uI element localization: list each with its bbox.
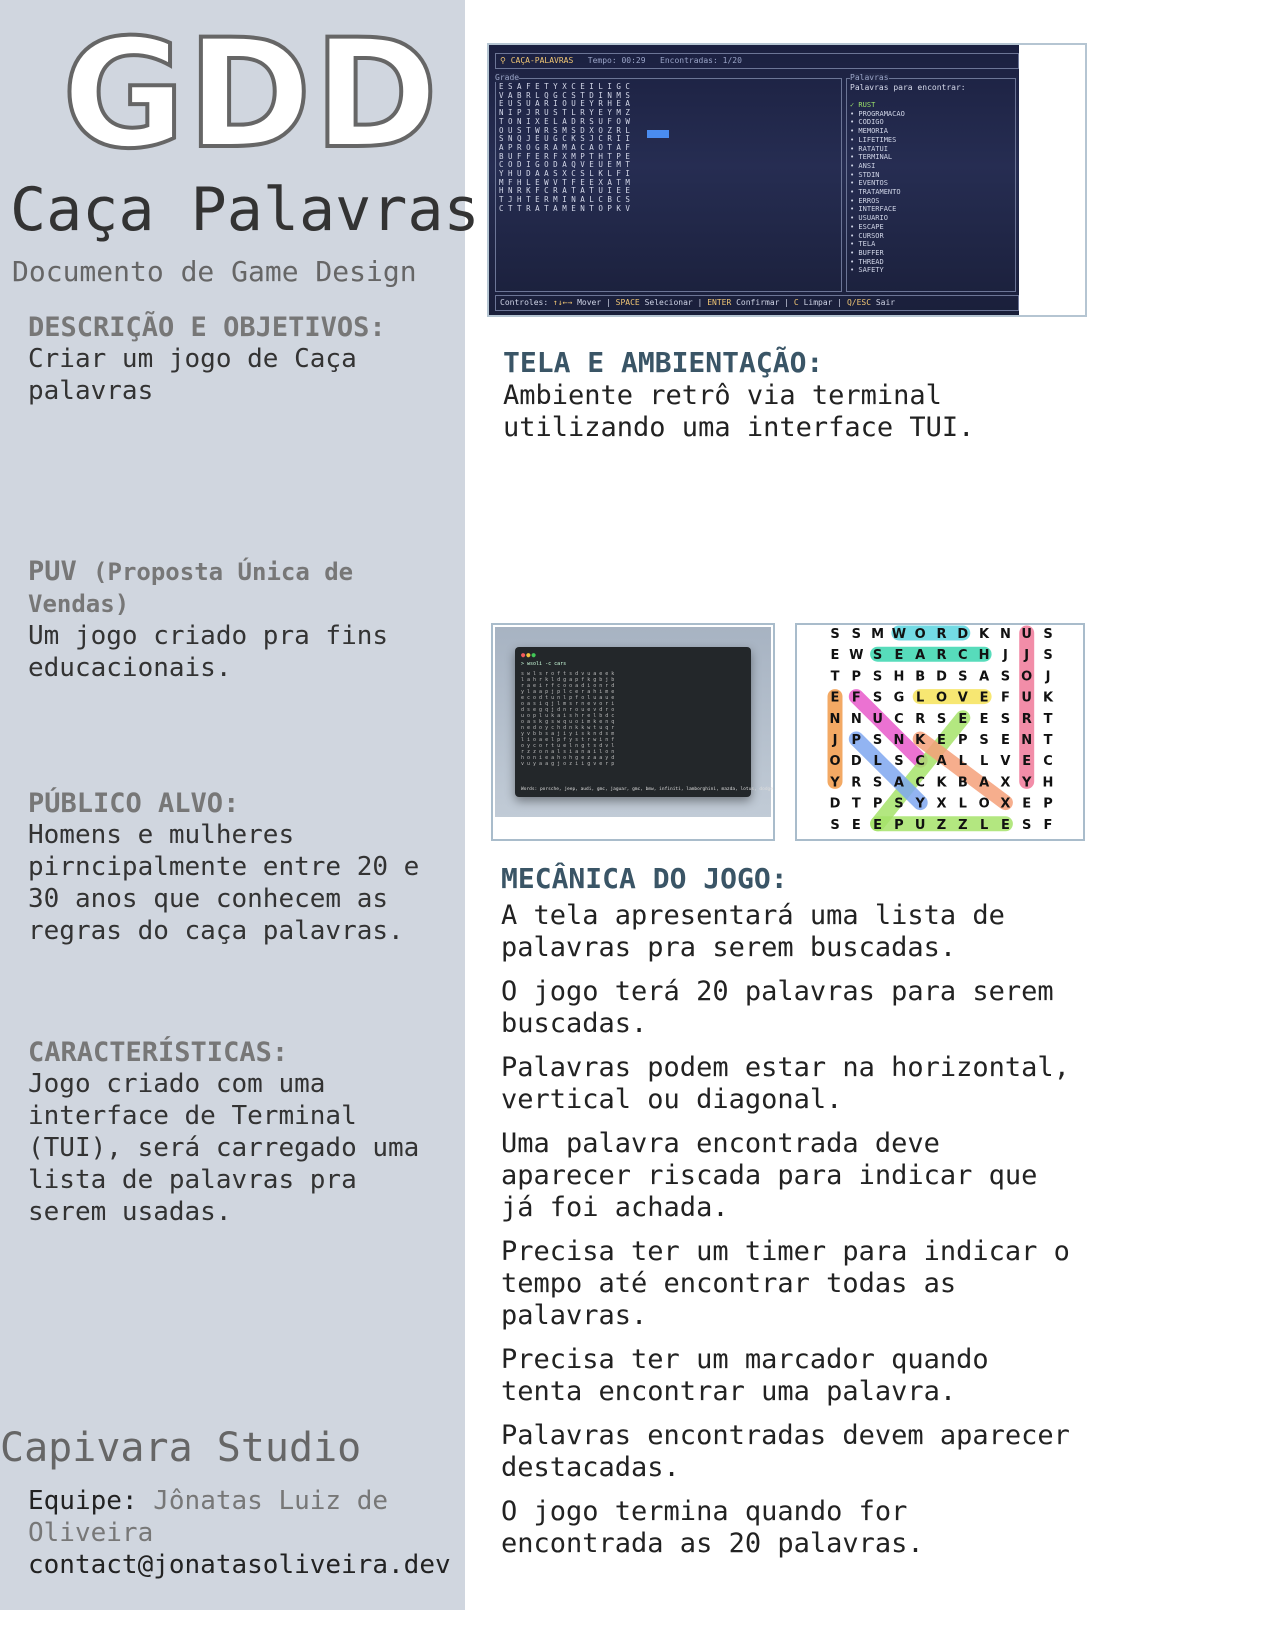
tui-word-item: • THREAD (850, 257, 884, 266)
tui-grid-row: H N R K F C R A T A T U I E E (499, 186, 630, 196)
puzzle-letter: C (958, 648, 968, 664)
puzzle-letter: S (894, 754, 904, 770)
puzzle-letter: F (851, 690, 861, 706)
mechanics-list (501, 900, 1081, 1572)
terminal-screenshot (491, 623, 775, 841)
terminal-grid-row: o y c o r t u e l n g t s d v l (521, 743, 615, 749)
puzzle-letter: R (936, 627, 947, 642)
ctrl-action: Mover (577, 298, 602, 307)
puzzle-letter: R (936, 648, 947, 664)
puzzle-letter: L (873, 754, 882, 770)
terminal-words-line: Words: porsche, jeep, audi, gmc, jaguar, gmc, bmw, infiniti, lamborghini, mazda, lotus, dodge (521, 787, 773, 792)
found-word-highlight (920, 739, 1005, 803)
puzzle-letter: X (936, 796, 947, 812)
puzzle-letter: U (872, 711, 883, 727)
tui-grid-row: T O N I X E L A D R S U F O W (499, 116, 630, 126)
puzzle-letter: Z (958, 817, 968, 833)
mechanics-item: O jogo termina quando for encontrada as 20 palavras. (501, 1496, 924, 1559)
tui-app-name: CAÇA-PALAVRAS (510, 56, 574, 65)
puzzle-letter: N (1021, 733, 1033, 748)
team-info (28, 1485, 451, 1581)
terminal-grid-row: r z z o n a l s i a n a i l o n (521, 749, 615, 755)
puzzle-letter: S (1022, 817, 1032, 833)
puv-note: (Proposta Única de Vendas) (28, 558, 354, 618)
tui-word-item: • ERROS (850, 196, 880, 205)
section-text: Criar um jogo de Caça palavras (28, 344, 357, 406)
tui-word-item: • ANSI (850, 161, 876, 170)
mechanics-item: Uma palavra encontrada deve aparecer riscada para indicar que já foi achada. (501, 1128, 1038, 1223)
tui-terminal (489, 45, 1019, 315)
puzzle-letter: C (915, 754, 925, 770)
ctrl-action: Limpar (803, 298, 833, 307)
puzzle-letter: S (872, 775, 883, 791)
tui-word-item: • RATATUI (850, 144, 888, 153)
tui-status-bar (495, 53, 1019, 69)
mechanics-title: MECÂNICA DO JOGO: (501, 862, 788, 895)
puzzle-letter: L (979, 817, 989, 833)
puzzle-letter: P (894, 817, 904, 833)
terminal-grid-row: l a h r k l d g a p f k g b j b (521, 677, 615, 683)
puzzle-letter: O (935, 690, 948, 706)
puzzle-letter: G (893, 690, 905, 706)
puzzle-letter: Z (936, 817, 947, 833)
tui-word-item: • MEMORIA (850, 127, 888, 136)
puzzle-letter: Y (830, 775, 840, 791)
section-text: Homens e mulheres pirncipalmente entre 20 e 30 anos que conhecem as regras do caça palavras. (28, 820, 420, 946)
puzzle-letter: C (915, 775, 925, 791)
puzzle-letter: A (915, 648, 926, 664)
puzzle-letter: S (851, 627, 861, 642)
puzzle-letter: E (830, 690, 840, 706)
puzzle-letter: U (914, 817, 926, 833)
ctrl-key: SPACE (615, 298, 640, 307)
puzzle-letter: C (1043, 754, 1053, 770)
ctrl-action: Sair (875, 298, 896, 307)
terminal-grid-row: s w l s r o f t s d v u a e e k (521, 671, 615, 677)
puzzle-letter: M (871, 627, 885, 642)
section-puv (28, 556, 428, 684)
tui-word-item: • PROGRAMACAO (850, 109, 905, 118)
tui-grid-row: B U F F E R F X M P T H T P E (499, 151, 630, 161)
tui-controls-bar: Controles: ↑↓←→ Mover | SPACE Selecionar | ENTER Confirmar | C Limpar | Q/ESC Sair (495, 295, 1019, 311)
puzzle-letter: F (1043, 817, 1053, 833)
section-text: Um jogo criado pra fins educacionais. (28, 621, 389, 683)
puzzle-letter: S (830, 627, 840, 642)
tui-grid-label: Grade (495, 73, 520, 82)
puzzle-letter: E (873, 817, 883, 833)
section-text: Jogo criado com uma interface de Terminal (TUI), será carregado uma lista de palavras pra serem usadas. (28, 1069, 420, 1227)
puzzle-letter: T (830, 669, 840, 685)
puzzle-letter: V (957, 690, 968, 706)
screen-title: TELA E AMBIENTAÇÃO: (503, 346, 824, 379)
puzzle-letter: O (1021, 669, 1033, 685)
tui-word-item: • STDIN (850, 170, 880, 179)
tui-word-item: • EVENTOS (850, 179, 888, 188)
mechanics-item: Precisa ter um timer para indicar o tempo até encontrar todas as palavras. (501, 1236, 1070, 1331)
mechanics-item: A tela apresentará uma lista de palavras pra serem buscadas. (501, 900, 1005, 963)
puzzle-letter: V (1000, 754, 1011, 770)
wordsearch-screenshot (795, 623, 1085, 841)
puzzle-letter: S (894, 796, 904, 812)
tui-grid-row: C T T R A T A M E N T O P K V (499, 203, 630, 213)
tui-word-item: • INTERFACE (850, 205, 897, 214)
page-subtitle: Documento de Game Design (12, 255, 417, 288)
tui-word-item: • TELA (850, 240, 876, 249)
puzzle-letter: E (1000, 733, 1010, 748)
terminal-grid-row: h o n i e a h o h g e z a a y d (521, 755, 615, 761)
puzzle-letter: U (1021, 690, 1032, 706)
tui-word-item: • CURSOR (850, 231, 884, 240)
puzzle-letter: S (936, 711, 947, 727)
puzzle-letter: F (1000, 690, 1010, 706)
tui-grid-row: A P R O G R A M A C A O T A F (499, 142, 630, 152)
tui-word-item: • LIFETIMES (850, 135, 897, 144)
tui-timer: Tempo: 00:29 (587, 56, 646, 65)
team-name: Jônatas Luiz de Oliveira (28, 1486, 389, 1548)
puzzle-letter: R (915, 711, 926, 727)
ctrl-action: Confirmar (736, 298, 780, 307)
tui-word-item: • ESCAPE (850, 222, 884, 231)
tui-screenshot (487, 43, 1087, 317)
tui-list-label: Palavras (850, 73, 889, 82)
terminal-letter-grid (521, 671, 614, 767)
puzzle-letter: T (1043, 733, 1053, 748)
terminal-grid-row: r a e i r f c o o a d i o n r d (521, 683, 615, 689)
search-icon: ⚲ (500, 56, 506, 65)
puzzle-letter: H (978, 648, 990, 664)
puzzle-letter: K (915, 733, 926, 748)
puzzle-letter: E (1022, 754, 1032, 770)
puzzle-letter: S (872, 690, 883, 706)
page-title: Caça Palavras (10, 175, 480, 245)
puzzle-letter: W (891, 627, 907, 642)
tui-grid-row: C O D I G O D A Q V E U E M T (499, 160, 630, 170)
section-title: DESCRIÇÃO E OBJETIVOS: (28, 312, 386, 343)
ctrl-key: ENTER (707, 298, 732, 307)
puzzle-letter: P (958, 733, 968, 748)
puzzle-letter: T (851, 796, 861, 812)
tui-grid-row: T J H T E R M I N A L C B C S (499, 195, 630, 205)
terminal-prompt: > wsoli -c cars (521, 661, 567, 667)
puzzle-letter: S (872, 648, 883, 664)
puzzle-letter: D (936, 669, 947, 685)
puzzle-letter: L (916, 690, 925, 706)
terminal-grid-row: o a s k g s w q u o i m k e n q (521, 719, 615, 725)
tui-grid-row: V A B R L Q G C S T D I N M S (499, 90, 630, 100)
ctrl-key: C (793, 298, 799, 307)
puzzle-letter: X (1000, 796, 1011, 812)
puzzle-letter: B (915, 669, 926, 685)
puzzle-letter: E (937, 733, 946, 748)
puzzle-letter: Y (1021, 775, 1032, 791)
section-title: CARACTERÍSTICAS: (28, 1037, 289, 1068)
section-description (28, 312, 428, 407)
tui-word-item: • CODIGO (850, 118, 884, 127)
terminal-grid-row: e c o d t u n l p f o l u a u e (521, 695, 615, 701)
puzzle-letter: J (1045, 669, 1051, 685)
tui-grid-row: E U S U A R I O U E Y R H E A (499, 99, 630, 109)
tui-word-item: • SAFETY (850, 266, 884, 275)
puzzle-letter: E (979, 690, 989, 706)
ctrl-key: ↑↓←→ (553, 298, 573, 307)
puzzle-letter: B (957, 775, 968, 791)
puzzle-letter: R (851, 775, 862, 791)
puzzle-letter: J (1002, 648, 1008, 664)
puzzle-letter: T (1043, 711, 1053, 727)
window-controls-icon: ●●● (521, 651, 537, 659)
ctrl-key: Q/ESC (846, 298, 872, 307)
controls-label: Controles: (500, 298, 549, 307)
tui-word-item: • TERMINAL (850, 153, 893, 162)
section-audience (28, 788, 428, 947)
mechanics-item: Palavras encontradas devem aparecer destacadas. (501, 1420, 1070, 1483)
mechanics-item: O jogo terá 20 palavras para serem buscadas. (501, 976, 1054, 1039)
terminal-grid-row: o a s i q j l m s r n e v o r i (521, 701, 615, 707)
tui-grid-row: Y H U D A A S X C S L K L F I (499, 169, 630, 179)
puzzle-letter: S (1000, 711, 1011, 727)
puzzle-letter: P (851, 669, 862, 685)
puzzle-letter: R (1021, 711, 1032, 727)
terminal-grid-row: y v b b s a j i y i s k n d s m (521, 731, 615, 737)
puzzle-letter: E (979, 711, 989, 727)
mac-desktop (495, 627, 771, 817)
mechanics-item: Palavras podem estar na horizontal, vertical ou diagonal. (501, 1052, 1070, 1115)
puzzle-letter: H (893, 669, 905, 685)
puzzle-letter: K (979, 627, 990, 642)
tui-letter-grid (499, 83, 630, 214)
puzzle-letter: N (850, 711, 862, 727)
puzzle-letter: H (1042, 775, 1054, 791)
puzzle-letter: A (936, 754, 947, 770)
tui-found-count: Encontradas: 1/20 (660, 56, 742, 65)
puzzle-letter: S (958, 669, 968, 685)
puzzle-letter: D (850, 754, 862, 770)
tui-word-item: • USUARIO (850, 214, 888, 223)
puzzle-letter: O (914, 627, 926, 642)
puzzle-letter: N (829, 711, 841, 727)
terminal-grid-row: n e d o y c h d n k k w t u q r (521, 725, 615, 731)
tui-cursor-highlight (647, 130, 669, 138)
puzzle-letter: L (958, 796, 967, 812)
tui-grid-row: S N Q J E U G C K S J C R I I (499, 134, 630, 144)
puzzle-letter: S (872, 733, 883, 748)
puzzle-letter: U (1021, 627, 1032, 642)
puzzle-letter: O (829, 754, 841, 770)
puzzle-letter: K (936, 775, 947, 791)
puzzle-letter: L (979, 754, 989, 770)
gdd-logo: GDD (62, 8, 441, 182)
puzzle-letter: W (849, 648, 864, 664)
puzzle-letter: A (979, 669, 990, 685)
tui-grid-row: O U S T W R S M S D X O Z R L (499, 125, 630, 135)
screen-text: Ambiente retrô via terminal utilizando uma interface TUI. (503, 380, 975, 443)
puzzle-letter: P (872, 796, 883, 812)
terminal-grid-row: u o p l u k a i s h r e l b d c (521, 713, 615, 719)
puzzle-letter: K (1042, 690, 1054, 706)
studio-name: Capivara Studio (0, 1425, 362, 1471)
tui-word-item: • TRATAMENTO (850, 188, 901, 197)
puzzle-letter: Y (915, 796, 925, 812)
tui-grid-row: N I P J R U S T L R Y E Y M Z (499, 108, 630, 118)
sidebar (0, 0, 480, 1610)
tui-word-item: • BUFFER (850, 248, 884, 257)
puzzle-letter: J (832, 733, 838, 748)
ctrl-action: Selecionar (644, 298, 693, 307)
tui-word-list (850, 101, 905, 275)
puzzle-letter: S (979, 733, 989, 748)
puzzle-letter: N (999, 627, 1011, 642)
section-title: PÚBLICO ALVO: (28, 788, 240, 819)
puzzle-letter: X (1000, 775, 1011, 791)
tui-list-header: Palavras para encontrar: (850, 83, 966, 92)
puzzle-letter: C (894, 711, 904, 727)
team-label: Equipe: (28, 1486, 138, 1516)
puzzle-letter: N (893, 733, 905, 748)
puzzle-letter: E (851, 817, 861, 833)
puzzle-letter: P (1043, 796, 1053, 812)
puzzle-letter: S (1043, 627, 1053, 642)
contact-email: contact@jonatasoliveira.dev (28, 1550, 451, 1580)
terminal-grid-row: l i o a e l p f y s t r w i n f (521, 737, 615, 743)
tui-word-item: ✓ RUST (850, 101, 876, 109)
puzzle-letter: S (830, 817, 840, 833)
puv-label: PUV (28, 556, 77, 587)
puzzle-letter: E (958, 711, 968, 727)
puzzle-letter: P (851, 733, 862, 748)
puzzle-letter: S (872, 669, 883, 685)
puzzle-letter: D (957, 627, 969, 642)
puzzle-letter: E (1022, 796, 1032, 812)
puzzle-letter: S (1043, 648, 1053, 664)
puzzle-letter: E (894, 648, 904, 664)
puzzle-letter: A (979, 775, 990, 791)
tui-grid-row: E S A F E T Y X C E I L I G C (499, 82, 630, 91)
wordsearch-puzzle (797, 625, 1073, 833)
puzzle-letter: E (1000, 817, 1010, 833)
terminal-grid-row: d s e g q j d n r o u e v d r o (521, 707, 615, 713)
section-title (28, 556, 428, 620)
puzzle-letter: L (958, 754, 967, 770)
terminal-window (515, 647, 773, 797)
puzzle-letter: S (1000, 669, 1011, 685)
mechanics-item: Precisa ter um marcador quando tenta encontrar uma palavra. (501, 1344, 989, 1407)
section-features (28, 1037, 428, 1228)
puzzle-letter: J (1024, 648, 1030, 664)
puzzle-letter: A (893, 775, 904, 791)
puzzle-letter: E (830, 648, 840, 664)
tui-grid-row: M F H L E W V T F E E X A T M (499, 177, 630, 187)
terminal-grid-row: y l a a p j p l c e r a h i m e (521, 689, 615, 695)
puzzle-letter: D (829, 796, 841, 812)
terminal-grid-row: v u y a a g j o z i i g v e r p (521, 761, 615, 767)
puzzle-letter: O (978, 796, 990, 812)
